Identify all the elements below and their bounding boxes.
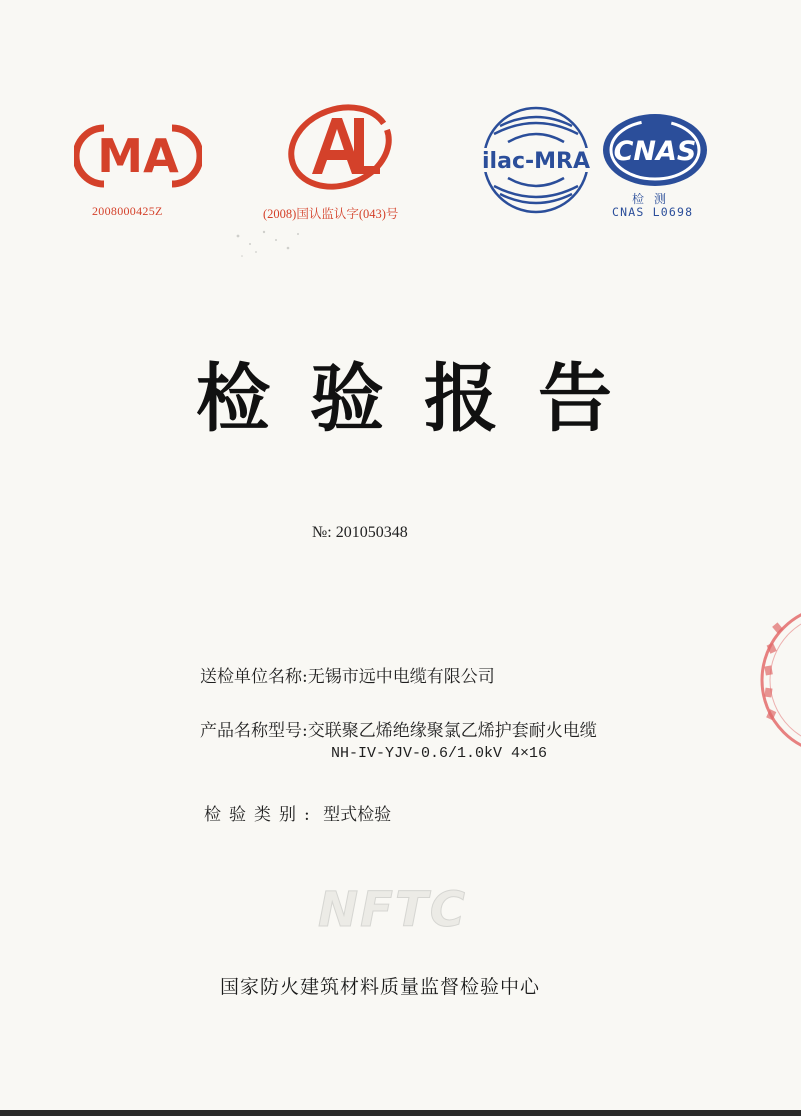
document-title: 检验报告: [196, 356, 652, 442]
client-label: 送检单位名称:: [200, 667, 308, 687]
ilac-logo-text: ilac-MRA: [482, 149, 590, 174]
cnas-logo-text: CNAS: [613, 136, 697, 167]
scan-speckles: [230, 222, 310, 262]
cnas-logo: [599, 110, 711, 190]
product-model: NH-IV-YJV-0.6/1.0kV 4×16: [331, 745, 548, 762]
client-row: [200, 662, 495, 687]
product-label: 产品名称型号:: [200, 721, 308, 741]
client-value: 无锡市远中电缆有限公司: [307, 667, 495, 687]
nftc-watermark: NFTC: [318, 882, 467, 938]
cma-logo-text: MA: [97, 129, 179, 183]
cnas-testing-label: 检测: [632, 192, 677, 206]
cal-logo: [284, 104, 396, 190]
cnas-accreditation-number: CNAS L0698: [612, 205, 694, 219]
product-row: [200, 716, 597, 741]
product-value: 交联聚乙烯绝缘聚氯乙烯护套耐火电缆: [307, 721, 597, 741]
cma-certificate-code: 2008000425Z: [92, 204, 163, 218]
cal-certificate-code: (2008)国认监认字(043)号: [263, 207, 399, 221]
report-number: №: 201050348: [312, 524, 408, 541]
cma-logo: [74, 120, 202, 192]
scan-bottom-edge: [0, 1110, 801, 1116]
inspection-type-label: 检验类别:: [204, 805, 318, 825]
inspection-type-row: [204, 800, 391, 825]
official-seal: [752, 600, 801, 760]
inspection-type-value: 型式检验: [323, 805, 392, 825]
ilac-mra-logo: [480, 104, 592, 216]
issuing-organization: 国家防火建筑材料质量监督检验中心: [220, 976, 541, 998]
